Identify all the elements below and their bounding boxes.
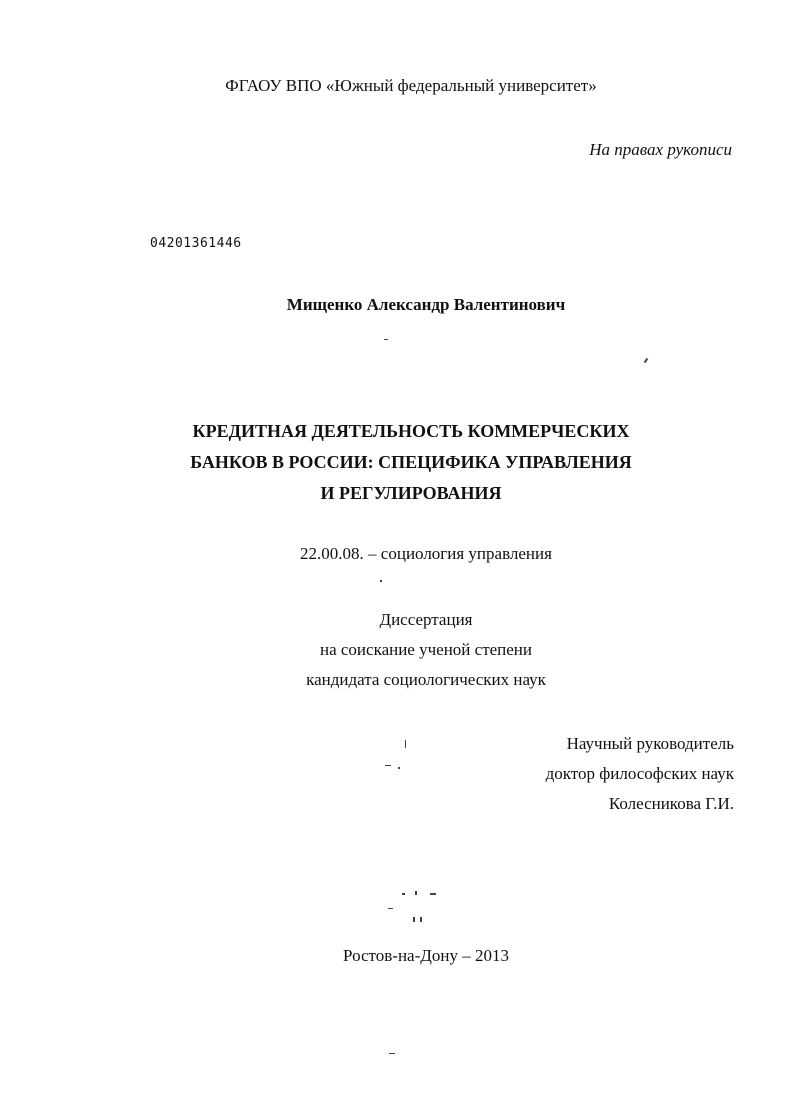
- scan-speck: [380, 580, 382, 582]
- title-line-3: И РЕГУЛИРОВАНИЯ: [320, 483, 502, 503]
- institution-name: ФГАОУ ВПО «Южный федеральный университет»: [225, 76, 597, 95]
- scan-speck: [398, 767, 400, 769]
- manuscript-note: На правах рукописи: [589, 140, 732, 159]
- advisor-degree: доктор философских наук: [545, 764, 734, 783]
- specialty-code: 22.00.08. – социология управления: [300, 544, 552, 563]
- advisor-name: Колесникова Г.И.: [608, 794, 734, 813]
- title-line-1: КРЕДИТНАЯ ДЕЯТЕЛЬНОСТЬ КОММЕРЧЕСКИХ: [192, 421, 630, 441]
- scientific-advisor: [546, 729, 734, 819]
- scan-speck: [405, 740, 406, 748]
- degree-line-2: на соискание ученой степени: [319, 640, 533, 659]
- scan-speck: [402, 893, 405, 895]
- document-code: 04201361446: [150, 236, 242, 251]
- scan-speck: [430, 893, 436, 895]
- advisor-role: Научный руководитель: [566, 734, 734, 753]
- dissertation-title: [0, 416, 792, 509]
- scan-speck: [384, 339, 388, 340]
- degree-line-1: Диссертация: [379, 610, 473, 629]
- title-line-2: БАНКОВ В РОССИИ: СПЕЦИФИКА УПРАВЛЕНИЯ: [190, 452, 632, 472]
- author-name: Мищенко Александр Валентинович: [286, 295, 566, 314]
- scan-speck: [385, 765, 391, 766]
- scan-speck: [420, 917, 422, 922]
- degree-line-3: кандидата социологических наук: [306, 670, 546, 689]
- scan-speck: [413, 917, 415, 922]
- city-year: Ростов-на-Дону – 2013: [343, 946, 509, 965]
- degree-statement: [0, 605, 792, 695]
- scan-speck: [644, 358, 649, 363]
- scan-speck: [389, 1053, 395, 1054]
- scan-speck: [388, 908, 393, 909]
- scan-speck: [415, 891, 417, 895]
